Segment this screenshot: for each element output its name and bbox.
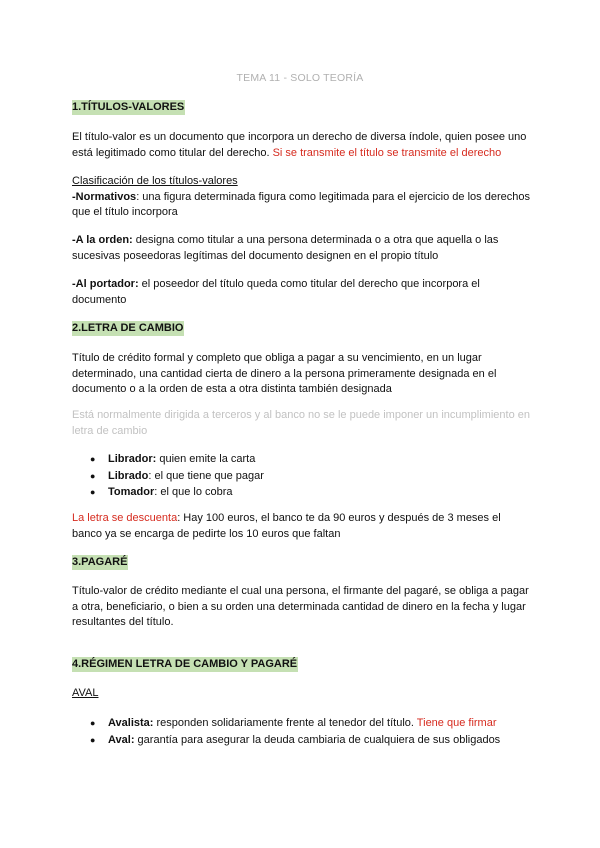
al-portador-label: -Al portador:: [72, 278, 139, 290]
paragraph-letra-definition: [72, 351, 532, 398]
a-la-orden-text: designa como titular a una persona determinada o a otra que aquella o las sucesivas poseedoras legítimas del documento designen en el propio título: [72, 234, 499, 262]
item-label: Aval:: [108, 733, 135, 746]
a-la-orden-label: -A la orden:: [72, 234, 133, 246]
aval-list: [90, 715, 530, 748]
aval-heading: AVAL: [72, 687, 99, 699]
list-item: [90, 715, 530, 732]
heading-text: 2.LETRA DE CAMBIO: [72, 322, 184, 334]
al-portador-text: el poseedor del título queda como titular del derecho que incorpora el documento: [72, 278, 480, 306]
heading-text: 1.TÍTULOS-VALORES: [72, 101, 185, 113]
paragraph-a-la-orden: [72, 233, 532, 264]
item-label: Avalista:: [108, 717, 154, 729]
definition-text: El título-valor es un documento que incorpora un derecho de diversa índole, quien posee uno está legitimado como titular del derecho.: [72, 131, 527, 159]
section-heading-letra-de-cambio: [72, 321, 532, 337]
item-label: Tomador: [108, 486, 155, 498]
bullet-icon: ●: [90, 454, 96, 464]
pagare-definition-text: Título-valor de crédito mediante el cual una persona, el firmante del pagaré, se obliga a pagar a otra, beneficiario, o bien a su orden una determinada cantidad de dinero en la fecha y lugar resultantes del título.: [72, 585, 529, 629]
heading-text: 4.RÉGIMEN LETRA DE CAMBIO Y PAGARÉ: [72, 658, 298, 670]
classification-heading: Clasificación de los títulos-valores: [72, 175, 238, 187]
letra-definition-text: Título de crédito formal y completo que obliga a pagar a su vencimiento, en un lugar determinado, una cantidad cierta de dinero a la persona primeramente designada en el documento o a la orden de esta a otra distinta también designada: [72, 352, 497, 396]
bullet-icon: ●: [90, 487, 96, 497]
list-item: [90, 451, 530, 468]
bullet-icon: ●: [90, 718, 96, 728]
section-heading-titulos-valores: [72, 100, 532, 116]
bullet-icon: ●: [90, 470, 96, 481]
red-note: Si se transmite el título se transmite el derecho: [272, 146, 502, 159]
item-text: responden solidariamente frente al tenedor del título.: [153, 717, 414, 729]
classification-block: [72, 174, 532, 221]
descuento-label: La letra se descuenta: [72, 512, 178, 524]
paragraph-al-portador: [72, 277, 532, 308]
paragraph-gray-note: [72, 408, 532, 439]
paragraph-descuento: [72, 511, 532, 542]
item-red-note: Tiene que firmar: [413, 717, 497, 729]
list-item: [90, 732, 530, 749]
item-text: : el que lo cobra: [154, 486, 233, 498]
item-label: Librado: [108, 469, 149, 482]
paragraph-pagare-definition: [72, 584, 532, 631]
descuento-text: : Hay 100 euros, el banco te da 90 euros y después de 3 meses el banco ya se encarga de pedirte los 10 euros que faltan: [72, 512, 501, 540]
item-text: quien emite la carta: [156, 453, 256, 465]
section-heading-regimen: [72, 657, 532, 673]
item-label: Librador:: [108, 453, 157, 465]
document-title: TEMA 11 - SOLO TEORÍA: [236, 72, 364, 84]
letra-roles-list: [90, 451, 530, 501]
heading-text: 3.PAGARÉ: [72, 556, 128, 568]
list-item: [90, 484, 530, 501]
normativos-text: : una figura determinada figura como legitimada para el ejercicio de los derechos que el título incorpora: [72, 190, 530, 219]
item-text: garantía para asegurar la deuda cambiaria de cualquiera de sus obligados: [134, 733, 501, 746]
gray-note-text: Está normalmente dirigida a terceros y al banco no se le puede imponer un incumplimiento en letra de cambio: [72, 409, 530, 437]
list-item: [90, 468, 530, 485]
bullet-icon: ●: [90, 734, 96, 745]
item-text: : el que tiene que pagar: [148, 469, 264, 482]
section-heading-pagare: [72, 555, 532, 571]
paragraph-titulo-valor-definition: [72, 130, 532, 161]
normativos-label: -Normativos: [72, 190, 137, 203]
